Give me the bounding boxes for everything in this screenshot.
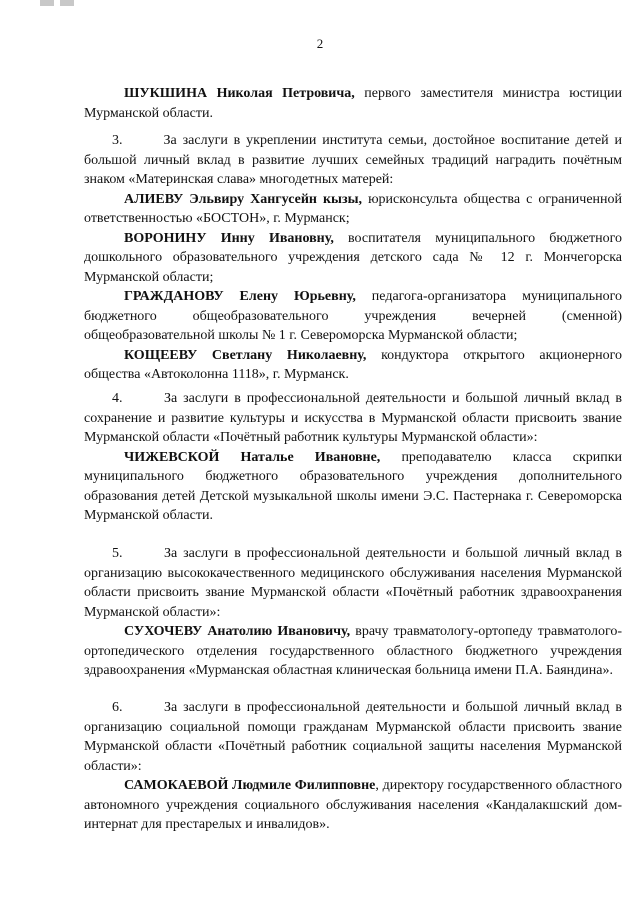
page-number: 2: [316, 36, 324, 51]
person-name: СУХОЧЕВУ Анатолию Ивановичу,: [124, 624, 351, 639]
section-number: 6.: [112, 700, 123, 715]
person-desc: первого заместителя министра юстиции Мурманской области.: [84, 86, 622, 121]
person-desc: , директору государственного областного автономного учреждения социального обслуживания населения «Кандалакшский дом-интернат для престарелых и инвалидов».: [84, 778, 622, 832]
section-text: За заслуги в укреплении института семьи, достойное воспитание детей и большой личный вклад в развитие лучших семейных традиций наградить почётным знаком «Материнская слава» многодетных матерей:: [84, 133, 623, 187]
section-number: 3.: [112, 133, 123, 148]
person-name: ШУКШИНА Николая Петровича,: [124, 86, 355, 101]
intro-paragraph: [84, 84, 622, 123]
section-text: За заслуги в профессиональной деятельности и большой личный вклад в организацию социальной помощи гражданам Мурманской области присвоить звание Мурманской области «Почётный работник социальной защиты населения Мурманской области»:: [84, 700, 622, 774]
person-desc: юрисконсульта общества с ограниченной ответственностью «БОСТОН», г. Мурманск;: [84, 191, 623, 226]
section-text: За заслуги в профессиональной деятельности и большой личный вклад в сохранение и развитие культуры и искусства в Мурманской области присвоить звание Мурманской области «Почётный работник культуры Мурманской области»:: [84, 391, 622, 445]
person-desc: воспитателя муниципального бюджетного дошкольного образовательного учреждения детского сада № 12 г. Мончегорска Мурманской области;: [84, 230, 622, 285]
section-3: [84, 131, 622, 385]
section-number: 5.: [112, 546, 123, 561]
section-4: [84, 389, 622, 526]
section-text: За заслуги в профессиональной деятельности и большой личный вклад в организацию высококачественного медицинского обслуживания населения Мурманской области присвоить звание Мурманской области «Почётный работник здравоохранения Мурманской области»:: [84, 546, 622, 620]
person-name: ЧИЖЕВСКОЙ Наталье Ивановне,: [124, 449, 381, 465]
person-desc: педагога-организатора муниципального бюджетного общеобразовательного учреждения вечерней (сменной) общеобразовательной школы № 1 г. Североморска Мурманской области;: [84, 289, 622, 343]
section-number: 4.: [112, 391, 123, 406]
person-name: ВОРОНИНУ Инну Ивановну,: [124, 230, 334, 246]
person-name: КОЩЕЕВУ Светлану Николаевну,: [124, 347, 367, 363]
person-name: АЛИЕВУ Эльвиру Хангусейн кызы,: [124, 191, 363, 207]
person-desc: врачу травматологу-ортопеду травматолого-ортопедического отделения государственного областного бюджетного учреждения здравоохранения «Мурманская областная клиническая больница имени П.А. Баяндина».: [84, 624, 623, 678]
section-6: [84, 698, 622, 835]
scan-artifact: [40, 0, 80, 8]
person-name: ГРАЖДАНОВУ Елену Юрьевну,: [124, 289, 356, 304]
person-name: САМОКАЕВОЙ Людмиле Филипповне: [124, 778, 376, 793]
person-desc: кондуктора открытого акционерного общества «Автоколонна 1118», г. Мурманск.: [84, 347, 622, 382]
section-5: [84, 544, 622, 681]
person-desc: преподавателю класса скрипки муниципального бюджетного образовательного учреждения дополнительного образования детей Детской музыкальной школы имени Э.С. Пастернака г. Североморска Мурманской области.: [84, 449, 622, 523]
